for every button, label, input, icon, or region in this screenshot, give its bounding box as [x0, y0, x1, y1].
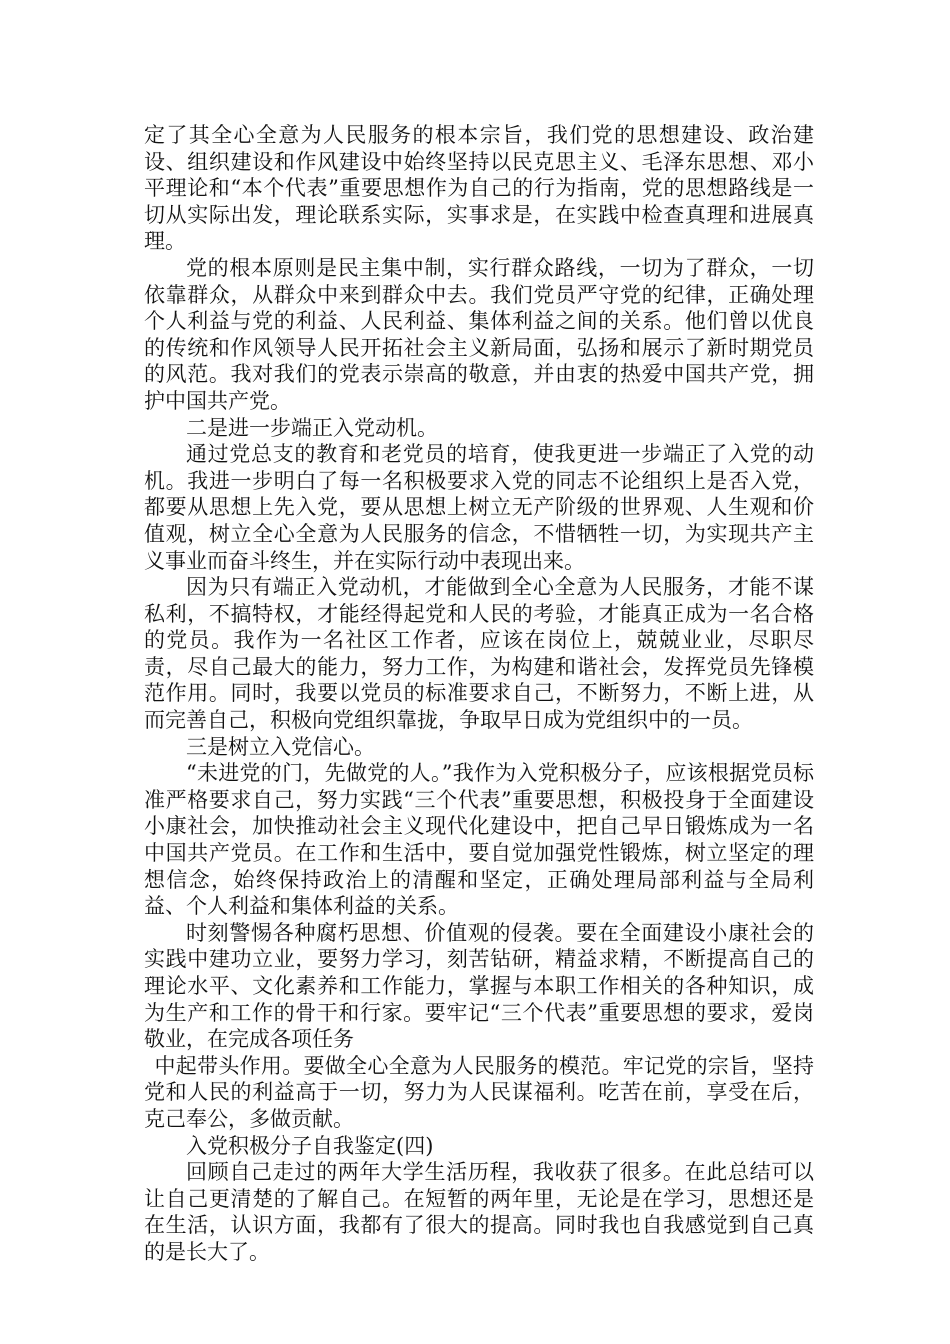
- paragraph-confidence: “未进党的门，先做党的人。”我作为入党积极分子，应该根据党员标准严格要求自己，努力实践“三个代表”重要思想，积极投身于全面建设小康社会，加快推动社会主义现代化建设中，把自己早日锻炼成为一名中国共产党员。在工作和生活中，要自觉加强党性锻炼，树立坚定的理想信念，始终保持政治上的清醒和坚定，正确处理局部利益与全局利益、个人利益和集体利益的关系。: [144, 761, 814, 919]
- document-page: [144, 122, 814, 1266]
- paragraph-university-review: 回顾自己走过的两年大学生活历程，我收获了很多。在此总结可以让自己更清楚的了解自己。在短暂的两年里，无论是在学习，思想还是在生活，认识方面，我都有了很大的提高。同时我也自我感觉到自己真的是长大了。: [144, 1160, 814, 1264]
- section-heading-four: 入党积极分子自我鉴定(四): [186, 1133, 434, 1158]
- section-heading-three: 三是树立入党信心。: [186, 734, 375, 759]
- paragraph-leading-role: 中起带头作用。要做全心全意为人民服务的模范。牢记党的宗旨，坚持党和人民的利益高于一切，努力为人民谋福利。吃苦在前，享受在后，克己奉公，多做贡献。: [144, 1053, 814, 1131]
- paragraph-democratic-centralism: 党的根本原则是民主集中制，实行群众路线，一切为了群众，一切依靠群众，从群众中来到群众中去。我们党员严守党的纪律，正确处理个人利益与党的利益、人民利益、集体利益之间的关系。他们曾以优良的传统和作风领导人民开拓社会主义新局面，弘扬和展示了新时期党员的风范。我对我们的党表示崇高的敬意，并由衷的热爱中国共产党，拥护中国共产党。: [144, 255, 814, 413]
- paragraph-qualified-member: 因为只有端正入党动机，才能做到全心全意为人民服务，才能不谋私利，不搞特权，才能经得起党和人民的考验，才能真正成为一名合格的党员。我作为一名社区工作者，应该在岗位上，兢兢业业，尽职尽责，尽自己最大的能力，努力工作，为构建和谐社会，发挥党员先锋模范作用。同时，我要以党员的标准要求自己，不断努力，不断上进，从而完善自己，积极向党组织靠拢，争取早日成为党组织中的一员。: [144, 575, 814, 733]
- section-heading-two: 二是进一步端正入党动机。: [186, 415, 438, 440]
- paragraph-vigilance: 时刻警惕各种腐朽思想、价值观的侵袭。要在全面建设小康社会的实践中建功立业，要努力学习，刻苦钻研，精益求精，不断提高自己的理论水平、文化素养和工作能力，掌握与本职工作相关的各种知识，成为生产和工作的骨干和行家。要牢记“三个代表”重要思想的要求，爱岗敬业，在完成各项任务: [144, 920, 814, 1052]
- paragraph-motivation: 通过党总支的教育和老党员的培育，使我更进一步端正了入党的动机。我进一步明白了每一名积极要求入党的同志不论组织上是否入党，都要从思想上先入党，要从思想上树立无产阶级的世界观、人生观和价值观，树立全心全意为人民服务的信念，不惜牺牲一切，为实现共产主义事业而奋斗终生，并在实际行动中表现出来。: [144, 442, 814, 573]
- paragraph-party-thought-line: 定了其全心全意为人民服务的根本宗旨，我们党的思想建设、政治建设、组织建设和作风建设中始终坚持以民克思主义、毛泽东思想、邓小平理论和“本个代表”重要思想作为自己的行为指南，党的思想路线是一切从实际出发，理论联系实际，实事求是，在实践中检查真理和进展真理。: [144, 123, 814, 254]
